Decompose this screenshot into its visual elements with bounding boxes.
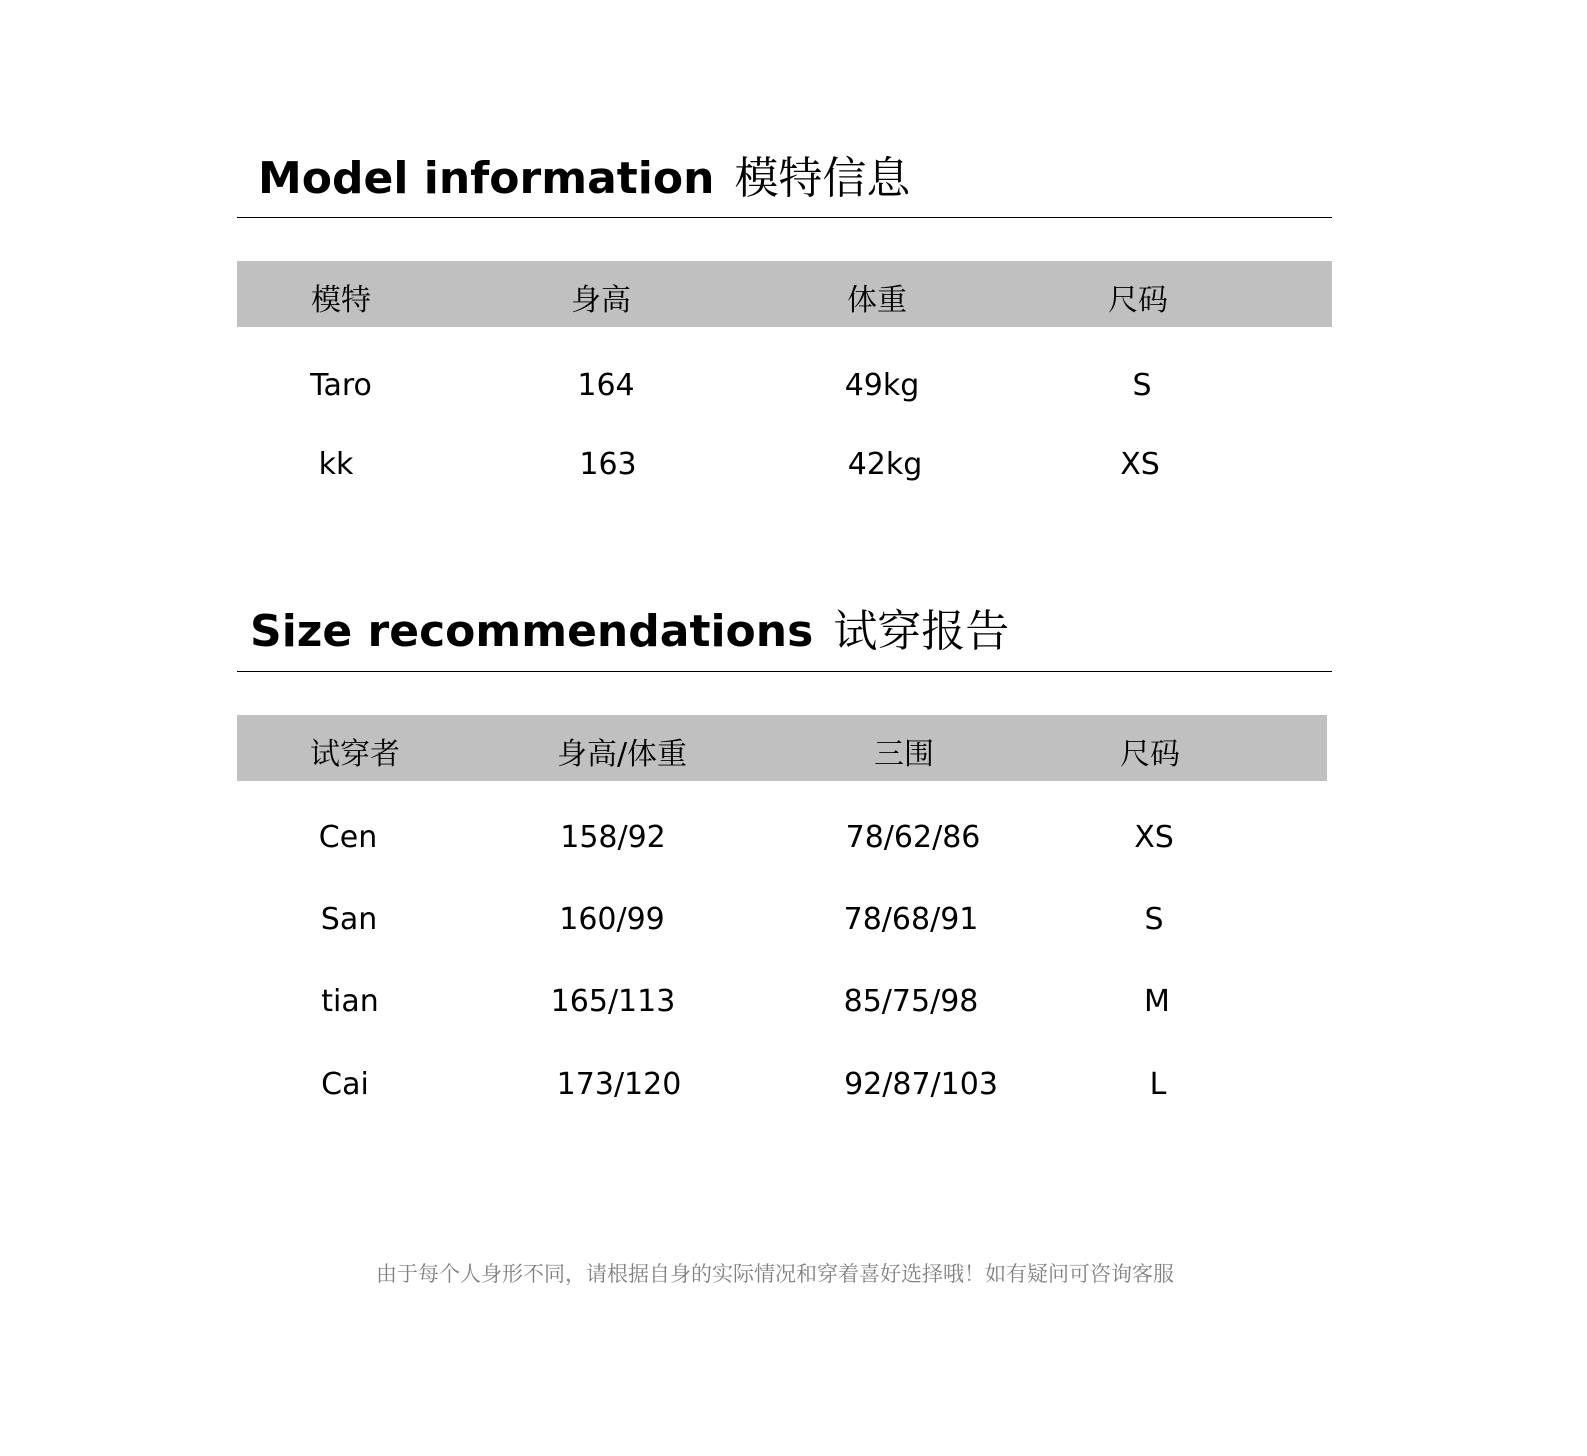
model-row-cell: 163 xyxy=(579,447,637,482)
size-row-cell: Cen xyxy=(318,820,378,855)
size-row-cell: 78/68/91 xyxy=(843,902,979,937)
model-header-cell: 体重 xyxy=(847,283,907,318)
size-row-cell: 165/113 xyxy=(550,984,676,1019)
size-header-cell: 三围 xyxy=(874,737,934,772)
size-title-divider xyxy=(237,671,1332,672)
model-row-cell: 49kg xyxy=(844,368,920,403)
size-row-cell: 158/92 xyxy=(560,820,666,855)
size-header-cell: 试穿者 xyxy=(310,737,400,772)
model-header-cell: 身高 xyxy=(571,283,631,318)
model-row-cell: XS xyxy=(1120,447,1160,482)
model-row-cell: kk xyxy=(318,447,354,482)
model-section-title xyxy=(258,153,911,204)
model-title-divider xyxy=(237,217,1332,218)
size-header-cell: 尺码 xyxy=(1120,737,1180,772)
size-row-cell: tian xyxy=(321,984,379,1019)
size-row-cell: San xyxy=(320,902,378,937)
size-row-cell: 85/75/98 xyxy=(843,984,979,1019)
size-row-cell: 160/99 xyxy=(559,902,665,937)
size-table xyxy=(237,715,1332,1115)
size-title-cn: 试穿报告 xyxy=(833,606,1010,657)
size-row-cell: 78/62/86 xyxy=(845,820,981,855)
model-table xyxy=(237,261,1332,501)
size-title-en: Size recommendations xyxy=(250,606,814,657)
size-header-cell: 身高/体重 xyxy=(556,737,688,772)
model-header-cell: 模特 xyxy=(311,283,371,318)
size-row-cell: L xyxy=(1149,1067,1167,1102)
model-row-cell: 164 xyxy=(577,368,635,403)
model-title-cn: 模特信息 xyxy=(734,153,911,204)
size-section-title xyxy=(250,606,1010,657)
size-row-cell: XS xyxy=(1134,820,1174,855)
model-header-cell: 尺码 xyxy=(1108,283,1168,318)
model-title-en: Model information xyxy=(258,153,715,204)
size-row-cell: M xyxy=(1144,984,1170,1019)
size-row-cell: 173/120 xyxy=(556,1067,682,1102)
size-row-cell: S xyxy=(1144,902,1164,937)
model-row-cell: 42kg xyxy=(847,447,923,482)
size-row-cell: 92/87/103 xyxy=(844,1067,998,1102)
model-row-cell: Taro xyxy=(310,368,372,403)
sizing-advice-note: 由于每个人身形不同，请根据自身的实际情况和穿着喜好选择哦！如有疑问可咨询客服 xyxy=(376,1262,1174,1286)
size-row-cell: Cai xyxy=(321,1067,369,1102)
model-row-cell: S xyxy=(1132,368,1152,403)
